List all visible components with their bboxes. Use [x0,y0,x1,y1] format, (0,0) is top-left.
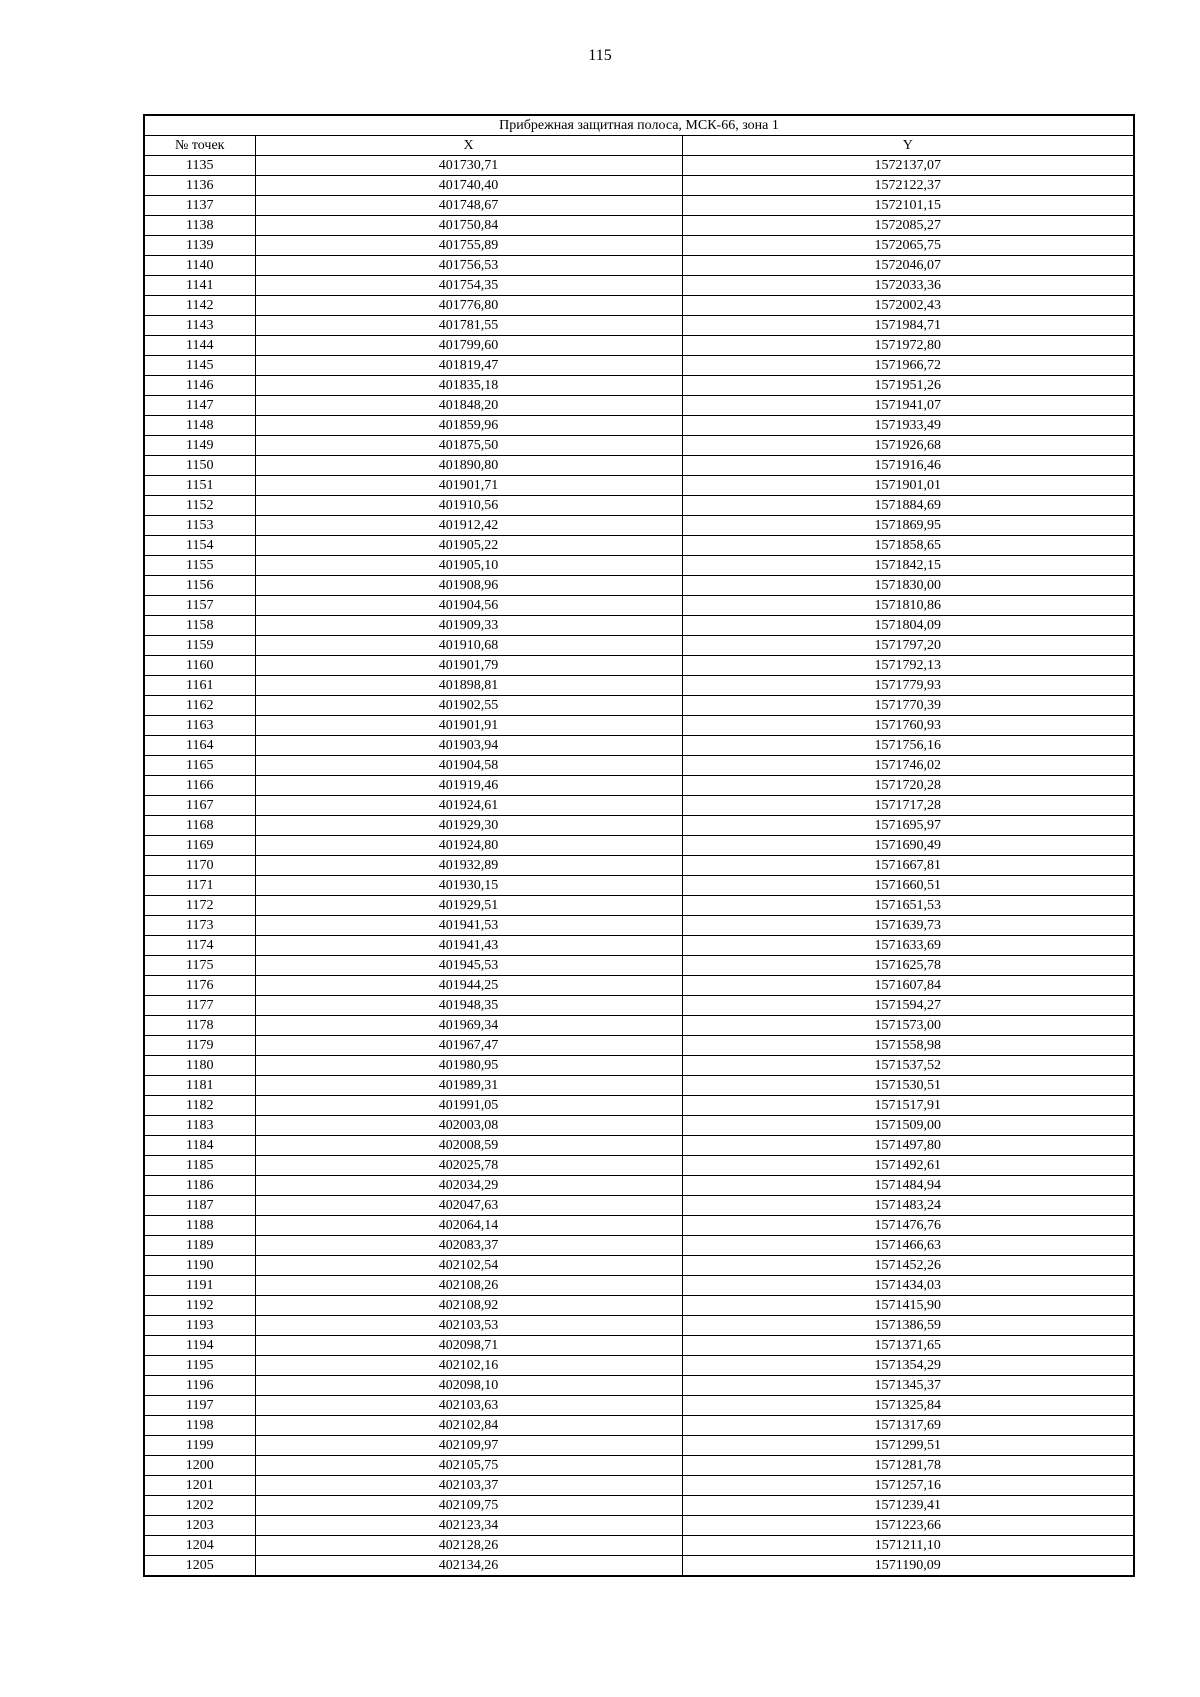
coordinates-table [143,114,1135,1577]
table-row [144,236,1134,256]
table-row [144,296,1134,316]
table-row [144,1296,1134,1316]
point-number-cell: 1160 [144,656,255,676]
table-row [144,396,1134,416]
point-number-cell: 1150 [144,456,255,476]
table-row [144,996,1134,1016]
point-number-cell: 1197 [144,1396,255,1416]
x-coordinate-cell: 401909,33 [255,616,682,636]
x-coordinate-cell: 401875,50 [255,436,682,456]
y-coordinate-cell: 1571371,65 [682,1336,1134,1356]
x-coordinate-cell: 401901,71 [255,476,682,496]
point-number-cell: 1157 [144,596,255,616]
x-coordinate-cell: 401755,89 [255,236,682,256]
table-row [144,456,1134,476]
x-coordinate-cell: 401835,18 [255,376,682,396]
y-coordinate-cell: 1571386,59 [682,1316,1134,1336]
y-coordinate-cell: 1571607,84 [682,976,1134,996]
y-coordinate-cell: 1571415,90 [682,1296,1134,1316]
point-number-cell: 1166 [144,776,255,796]
y-coordinate-cell: 1571573,00 [682,1016,1134,1036]
y-coordinate-cell: 1571695,97 [682,816,1134,836]
y-coordinate-cell: 1571746,02 [682,756,1134,776]
x-coordinate-cell: 402064,14 [255,1216,682,1236]
point-number-cell: 1196 [144,1376,255,1396]
table-row [144,556,1134,576]
point-number-cell: 1145 [144,356,255,376]
table-row [144,1136,1134,1156]
x-coordinate-cell: 402103,37 [255,1476,682,1496]
point-number-cell: 1154 [144,536,255,556]
point-number-cell: 1146 [144,376,255,396]
point-number-cell: 1199 [144,1436,255,1456]
table-row [144,1316,1134,1336]
x-coordinate-cell: 402083,37 [255,1236,682,1256]
y-coordinate-cell: 1571317,69 [682,1416,1134,1436]
point-number-cell: 1167 [144,796,255,816]
table-row [144,636,1134,656]
table-row [144,1016,1134,1036]
x-coordinate-cell: 401910,56 [255,496,682,516]
point-number-cell: 1135 [144,156,255,176]
y-coordinate-cell: 1571884,69 [682,496,1134,516]
table-row [144,976,1134,996]
x-coordinate-cell: 402103,53 [255,1316,682,1336]
x-coordinate-cell: 402109,75 [255,1496,682,1516]
table-row [144,476,1134,496]
table-row [144,1476,1134,1496]
table-row [144,1396,1134,1416]
y-coordinate-cell: 1572101,15 [682,196,1134,216]
y-coordinate-cell: 1572065,75 [682,236,1134,256]
point-number-cell: 1147 [144,396,255,416]
x-coordinate-cell: 401948,35 [255,996,682,1016]
point-number-cell: 1187 [144,1196,255,1216]
y-coordinate-cell: 1572002,43 [682,296,1134,316]
x-coordinate-cell: 401859,96 [255,416,682,436]
x-coordinate-cell: 401905,22 [255,536,682,556]
table-row [144,1076,1134,1096]
y-coordinate-cell: 1571325,84 [682,1396,1134,1416]
y-coordinate-cell: 1571926,68 [682,436,1134,456]
point-number-cell: 1163 [144,716,255,736]
table-row [144,596,1134,616]
x-coordinate-cell: 401898,81 [255,676,682,696]
table-row [144,196,1134,216]
table-row [144,676,1134,696]
point-number-cell: 1169 [144,836,255,856]
table-row [144,1256,1134,1276]
point-number-cell: 1188 [144,1216,255,1236]
y-coordinate-cell: 1571804,09 [682,616,1134,636]
x-coordinate-cell: 401901,91 [255,716,682,736]
x-coordinate-cell: 401756,53 [255,256,682,276]
y-coordinate-cell: 1571869,95 [682,516,1134,536]
point-number-cell: 1184 [144,1136,255,1156]
point-number-cell: 1195 [144,1356,255,1376]
x-coordinate-cell: 401924,61 [255,796,682,816]
point-number-cell: 1190 [144,1256,255,1276]
y-coordinate-cell: 1571558,98 [682,1036,1134,1056]
y-coordinate-cell: 1571594,27 [682,996,1134,1016]
x-coordinate-cell: 401750,84 [255,216,682,236]
y-coordinate-cell: 1571842,15 [682,556,1134,576]
point-number-cell: 1149 [144,436,255,456]
x-coordinate-cell: 402134,26 [255,1556,682,1577]
x-coordinate-cell: 401944,25 [255,976,682,996]
x-coordinate-cell: 401776,80 [255,296,682,316]
y-coordinate-cell: 1572046,07 [682,256,1134,276]
y-coordinate-cell: 1571492,61 [682,1156,1134,1176]
x-coordinate-cell: 402105,75 [255,1456,682,1476]
x-coordinate-cell: 401941,43 [255,936,682,956]
y-coordinate-cell: 1571797,20 [682,636,1134,656]
point-number-cell: 1203 [144,1516,255,1536]
y-coordinate-cell: 1572122,37 [682,176,1134,196]
table-row [144,1276,1134,1296]
point-number-cell: 1174 [144,936,255,956]
point-number-cell: 1178 [144,1016,255,1036]
point-number-cell: 1151 [144,476,255,496]
x-coordinate-cell: 401730,71 [255,156,682,176]
y-coordinate-cell: 1571476,76 [682,1216,1134,1236]
point-number-cell: 1173 [144,916,255,936]
point-number-cell: 1137 [144,196,255,216]
y-coordinate-cell: 1571916,46 [682,456,1134,476]
point-number-cell: 1159 [144,636,255,656]
point-number-cell: 1205 [144,1556,255,1577]
point-number-cell: 1171 [144,876,255,896]
point-number-cell: 1194 [144,1336,255,1356]
x-coordinate-cell: 402098,10 [255,1376,682,1396]
x-coordinate-cell: 401967,47 [255,1036,682,1056]
point-number-cell: 1202 [144,1496,255,1516]
x-coordinate-cell: 401902,55 [255,696,682,716]
table-row [144,936,1134,956]
x-coordinate-cell: 401991,05 [255,1096,682,1116]
x-coordinate-cell: 401980,95 [255,1056,682,1076]
point-number-cell: 1153 [144,516,255,536]
y-coordinate-cell: 1571530,51 [682,1076,1134,1096]
table-row [144,1036,1134,1056]
y-coordinate-cell: 1571509,00 [682,1116,1134,1136]
table-row [144,916,1134,936]
x-coordinate-cell: 402003,08 [255,1116,682,1136]
point-number-cell: 1155 [144,556,255,576]
x-coordinate-cell: 401848,20 [255,396,682,416]
y-coordinate-cell: 1571984,71 [682,316,1134,336]
table-row [144,1156,1134,1176]
y-coordinate-cell: 1571299,51 [682,1436,1134,1456]
table-row [144,336,1134,356]
point-number-cell: 1142 [144,296,255,316]
x-coordinate-cell: 402108,92 [255,1296,682,1316]
x-coordinate-cell: 401901,79 [255,656,682,676]
table-row [144,696,1134,716]
y-coordinate-cell: 1571770,39 [682,696,1134,716]
x-coordinate-cell: 401919,46 [255,776,682,796]
table-row [144,536,1134,556]
table-row [144,736,1134,756]
table-row [144,1416,1134,1436]
x-coordinate-cell: 401930,15 [255,876,682,896]
table-row [144,836,1134,856]
table-row [144,496,1134,516]
point-number-cell: 1204 [144,1536,255,1556]
x-coordinate-cell: 401799,60 [255,336,682,356]
x-coordinate-cell: 401932,89 [255,856,682,876]
table-row [144,356,1134,376]
y-coordinate-cell: 1571901,01 [682,476,1134,496]
table-row [144,1456,1134,1476]
x-coordinate-cell: 401904,56 [255,596,682,616]
y-coordinate-cell: 1571660,51 [682,876,1134,896]
point-number-cell: 1183 [144,1116,255,1136]
point-number-cell: 1189 [144,1236,255,1256]
table-row [144,276,1134,296]
y-coordinate-cell: 1571354,29 [682,1356,1134,1376]
x-coordinate-cell: 401754,35 [255,276,682,296]
y-coordinate-cell: 1571434,03 [682,1276,1134,1296]
table-row [144,1336,1134,1356]
x-coordinate-cell: 401905,10 [255,556,682,576]
y-coordinate-cell: 1571779,93 [682,676,1134,696]
x-coordinate-cell: 401910,68 [255,636,682,656]
table-row [144,316,1134,336]
point-number-cell: 1179 [144,1036,255,1056]
y-coordinate-cell: 1571537,52 [682,1056,1134,1076]
table-row [144,1496,1134,1516]
table-row [144,1536,1134,1556]
x-coordinate-cell: 401941,53 [255,916,682,936]
x-coordinate-cell: 402102,16 [255,1356,682,1376]
point-number-cell: 1152 [144,496,255,516]
table-row [144,1356,1134,1376]
y-coordinate-cell: 1571239,41 [682,1496,1134,1516]
point-number-cell: 1143 [144,316,255,336]
table-row [144,1096,1134,1116]
x-coordinate-cell: 401912,42 [255,516,682,536]
y-coordinate-cell: 1571190,09 [682,1556,1134,1577]
x-coordinate-cell: 402034,29 [255,1176,682,1196]
x-coordinate-cell: 401904,58 [255,756,682,776]
y-coordinate-cell: 1571717,28 [682,796,1134,816]
x-coordinate-cell: 402102,54 [255,1256,682,1276]
x-coordinate-cell: 401740,40 [255,176,682,196]
point-number-cell: 1141 [144,276,255,296]
table-row [144,1556,1134,1577]
point-number-cell: 1144 [144,336,255,356]
point-number-cell: 1191 [144,1276,255,1296]
table-row [144,156,1134,176]
table-row [144,1056,1134,1076]
x-coordinate-cell: 402102,84 [255,1416,682,1436]
point-number-cell: 1162 [144,696,255,716]
table-row [144,1116,1134,1136]
y-coordinate-cell: 1571966,72 [682,356,1134,376]
point-number-cell: 1136 [144,176,255,196]
table-row [144,796,1134,816]
y-coordinate-cell: 1571760,93 [682,716,1134,736]
x-coordinate-cell: 402108,26 [255,1276,682,1296]
y-coordinate-cell: 1571756,16 [682,736,1134,756]
table-row [144,1516,1134,1536]
y-coordinate-cell: 1571690,49 [682,836,1134,856]
x-coordinate-cell: 401890,80 [255,456,682,476]
point-number-cell: 1165 [144,756,255,776]
x-coordinate-cell: 401781,55 [255,316,682,336]
point-number-cell: 1200 [144,1456,255,1476]
x-coordinate-cell: 401929,30 [255,816,682,836]
y-coordinate-cell: 1571810,86 [682,596,1134,616]
x-coordinate-cell: 401748,67 [255,196,682,216]
table-row [144,956,1134,976]
point-number-cell: 1148 [144,416,255,436]
y-coordinate-cell: 1571972,80 [682,336,1134,356]
table-row [144,756,1134,776]
x-coordinate-cell: 401945,53 [255,956,682,976]
y-coordinate-cell: 1571484,94 [682,1176,1134,1196]
table-row [144,656,1134,676]
table-row [144,1436,1134,1456]
column-header-point-number: № точек [144,136,255,156]
table-row [144,436,1134,456]
y-coordinate-cell: 1571497,80 [682,1136,1134,1156]
page-number: 115 [588,47,612,64]
table-row [144,1196,1134,1216]
table-row [144,376,1134,396]
table-row [144,1216,1134,1236]
y-coordinate-cell: 1571858,65 [682,536,1134,556]
x-coordinate-cell: 401819,47 [255,356,682,376]
y-coordinate-cell: 1571933,49 [682,416,1134,436]
column-header-y: Y [682,136,1134,156]
table-row [144,856,1134,876]
x-coordinate-cell: 402008,59 [255,1136,682,1156]
point-number-cell: 1170 [144,856,255,876]
point-number-cell: 1175 [144,956,255,976]
y-coordinate-cell: 1571625,78 [682,956,1134,976]
x-coordinate-cell: 402098,71 [255,1336,682,1356]
y-coordinate-cell: 1571211,10 [682,1536,1134,1556]
column-header-x: X [255,136,682,156]
x-coordinate-cell: 401908,96 [255,576,682,596]
x-coordinate-cell: 401929,51 [255,896,682,916]
table-row [144,416,1134,436]
y-coordinate-cell: 1571223,66 [682,1516,1134,1536]
x-coordinate-cell: 402103,63 [255,1396,682,1416]
y-coordinate-cell: 1571345,37 [682,1376,1134,1396]
table-row [144,1236,1134,1256]
table-row [144,876,1134,896]
table-row [144,216,1134,236]
point-number-cell: 1168 [144,816,255,836]
y-coordinate-cell: 1571281,78 [682,1456,1134,1476]
x-coordinate-cell: 401969,34 [255,1016,682,1036]
table-row [144,256,1134,276]
x-coordinate-cell: 402047,63 [255,1196,682,1216]
point-number-cell: 1198 [144,1416,255,1436]
point-number-cell: 1177 [144,996,255,1016]
table-row [144,896,1134,916]
point-number-cell: 1176 [144,976,255,996]
x-coordinate-cell: 401924,80 [255,836,682,856]
y-coordinate-cell: 1571941,07 [682,396,1134,416]
table-row [144,1376,1134,1396]
y-coordinate-cell: 1571517,91 [682,1096,1134,1116]
y-coordinate-cell: 1571667,81 [682,856,1134,876]
y-coordinate-cell: 1572137,07 [682,156,1134,176]
table-caption: Прибрежная защитная полоса, МСК-66, зона 1 [144,115,1134,136]
point-number-cell: 1193 [144,1316,255,1336]
x-coordinate-cell: 402025,78 [255,1156,682,1176]
x-coordinate-cell: 401989,31 [255,1076,682,1096]
x-coordinate-cell: 401903,94 [255,736,682,756]
y-coordinate-cell: 1571257,16 [682,1476,1134,1496]
point-number-cell: 1186 [144,1176,255,1196]
x-coordinate-cell: 402109,97 [255,1436,682,1456]
point-number-cell: 1185 [144,1156,255,1176]
y-coordinate-cell: 1571792,13 [682,656,1134,676]
y-coordinate-cell: 1572085,27 [682,216,1134,236]
point-number-cell: 1192 [144,1296,255,1316]
point-number-cell: 1161 [144,676,255,696]
table-row [144,776,1134,796]
table-row [144,576,1134,596]
point-number-cell: 1158 [144,616,255,636]
y-coordinate-cell: 1571633,69 [682,936,1134,956]
table-row [144,816,1134,836]
y-coordinate-cell: 1571951,26 [682,376,1134,396]
y-coordinate-cell: 1571720,28 [682,776,1134,796]
y-coordinate-cell: 1571483,24 [682,1196,1134,1216]
point-number-cell: 1140 [144,256,255,276]
y-coordinate-cell: 1571452,26 [682,1256,1134,1276]
table-row [144,616,1134,636]
point-number-cell: 1139 [144,236,255,256]
x-coordinate-cell: 402128,26 [255,1536,682,1556]
table-row [144,1176,1134,1196]
table-row [144,176,1134,196]
table-row [144,716,1134,736]
y-coordinate-cell: 1572033,36 [682,276,1134,296]
point-number-cell: 1172 [144,896,255,916]
table-body [144,156,1134,1577]
point-number-cell: 1201 [144,1476,255,1496]
y-coordinate-cell: 1571639,73 [682,916,1134,936]
y-coordinate-cell: 1571830,00 [682,576,1134,596]
point-number-cell: 1182 [144,1096,255,1116]
point-number-cell: 1180 [144,1056,255,1076]
point-number-cell: 1181 [144,1076,255,1096]
x-coordinate-cell: 402123,34 [255,1516,682,1536]
point-number-cell: 1164 [144,736,255,756]
y-coordinate-cell: 1571466,63 [682,1236,1134,1256]
point-number-cell: 1156 [144,576,255,596]
y-coordinate-cell: 1571651,53 [682,896,1134,916]
point-number-cell: 1138 [144,216,255,236]
table-row [144,516,1134,536]
